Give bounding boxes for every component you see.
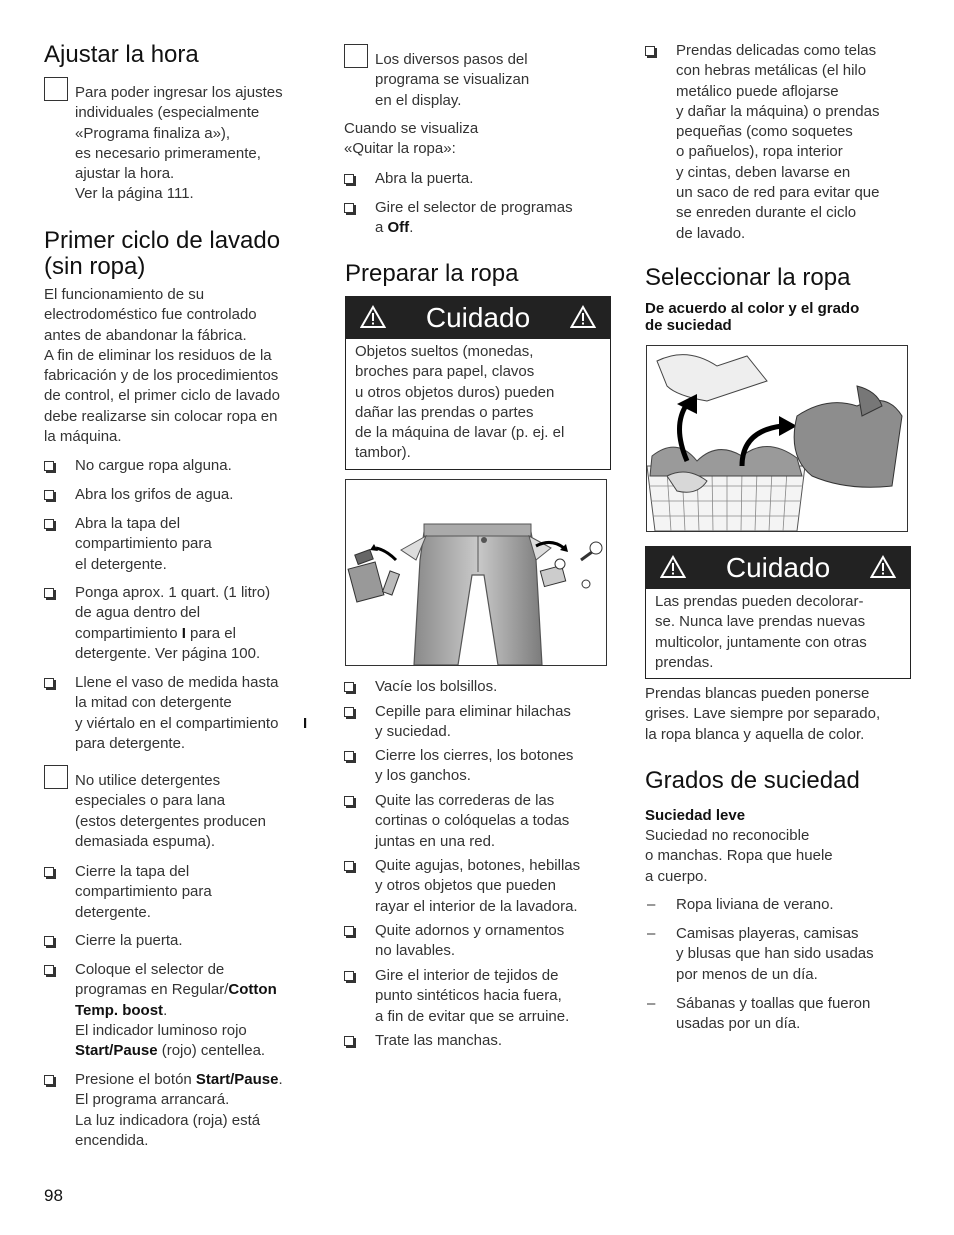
text-span: . [163,1001,168,1019]
checkbox-icon [344,796,354,806]
checkbox-icon [344,751,354,761]
note-detergentes [75,771,266,852]
heading-line: (sin ropa) [44,253,146,280]
checkbox-icon [645,46,655,56]
text-line: a fin de evitar que se arruine. [375,1007,570,1025]
checkbox-icon [44,588,54,598]
list-item [676,994,870,1035]
list-item [375,856,580,917]
button-name: Start/Pause [195,1071,279,1088]
text-line: Gire el selector de programas [375,199,573,216]
dash-bullet: – [647,896,656,913]
text-span: compartimiento [75,624,182,642]
text-line: especiales o para lana [75,792,226,810]
text-line: individuales (especialmente [75,104,260,122]
text-line: Trate las manchas. [375,1032,502,1049]
text-line: Para poder ingresar los ajustes [75,84,283,101]
text-line: «Quitar la ropa»: [344,140,456,158]
warning-icon [660,555,686,579]
checkbox-icon [44,936,54,946]
program-name: Temp. boost [75,1001,164,1019]
heading-primer-ciclo [44,228,280,280]
text-line: detergente. Ver página 100. [75,644,261,662]
leve-text [645,826,833,887]
text-line: el detergente. [75,555,167,573]
dash-bullet: – [647,925,656,942]
text-line: Prendas blancas pueden ponerse [645,685,870,702]
heading-ajustar-hora: Ajustar la hora [44,41,199,68]
checkbox-icon [344,174,354,184]
list-item [75,862,212,923]
checkbox-icon [44,1075,54,1085]
text-line: Llene el vaso de medida hasta [75,674,279,691]
text-line: grises. Lave siempre por separado, [645,705,881,723]
subheading-leve: Suciedad leve [645,807,746,824]
text-line: Vacíe los bolsillos. [375,678,498,695]
list-item [75,673,315,754]
checkbox-icon [344,203,354,213]
list-item: Abra la puerta. [375,170,474,187]
text-span: (rojo) centellea. [157,1042,266,1060]
laundry-sorting-illustration [646,345,908,532]
delicadas-text [676,41,879,244]
laundry-basket-icon [647,346,907,531]
text-line [75,1001,277,1021]
text-line: fabricación y de los procedimientos [44,367,279,385]
checkbox-icon [44,678,54,688]
caution-box-decolorar [645,546,911,679]
text-line: pequeñas (como soquetes [676,123,853,141]
text-line: usadas por un día. [676,1015,801,1033]
caution-header [646,547,910,589]
text-span: para el [185,624,236,642]
text-span: . [409,219,414,237]
text-line: «Programa finaliza a»), [75,124,231,142]
text-line: y suciedad. [375,723,451,741]
text-line: la máquina. [44,428,122,446]
note-box-icon [44,77,68,101]
text-line: rayar el interior de la lavadora. [375,897,578,915]
text-line: Cierre la tapa del [75,863,190,880]
caution-header [346,297,610,339]
text-span: a [375,219,388,237]
subheading-color [645,300,859,334]
text-line: de control, el primer ciclo de lavado [44,387,280,405]
text-line: de la máquina de lavar (p. ej. el [355,424,565,442]
text-line: la ropa blanca y aquella de color. [645,725,865,743]
list-item [375,921,564,962]
warning-icon [870,555,896,579]
text-line: El funcionamiento de su [44,286,205,303]
ajustar-note [75,83,315,205]
text-line: encendida. [75,1131,149,1149]
checkbox-icon [344,971,354,981]
checkbox-icon [44,965,54,975]
checkbox-icon [344,926,354,936]
text-line [75,714,315,734]
text-line: demasiada espuma). [75,832,216,850]
text-line: es necesario primeramente, [75,144,261,162]
text-line: broches para papel, clavos [355,363,535,381]
heading-preparar-ropa: Preparar la ropa [345,260,519,287]
checkbox-icon [44,461,54,471]
text-line: A fin de eliminar los residuos de la [44,346,272,364]
text-line [75,1041,277,1061]
text-line: La luz indicadora (roja) está [75,1111,261,1129]
text-line: Quite adornos y ornamentos [375,922,565,939]
text-span: . [278,1071,283,1088]
checkbox-icon [44,490,54,500]
text-line: y blusas que han sido usadas [676,945,874,963]
text-line [375,218,573,238]
page-number: 98 [44,1186,63,1205]
list-item [375,702,571,743]
note-box-icon [44,765,68,789]
checkbox-icon [44,867,54,877]
text-line: Ponga aprox. 1 quart. (1 litro) [75,584,271,601]
text-line: Gire el interior de tejidos de [375,967,559,984]
text-line: Cuando se visualiza [344,120,479,137]
checkbox-icon [344,707,354,717]
list-item [676,924,874,985]
text-line: para detergente. [75,734,186,752]
text-line: antes de abandonar la fábrica. [44,326,247,344]
heading-line: Primer ciclo de lavado [44,227,281,254]
text-line: detergente. [75,903,151,921]
text-line: Las prendas pueden decolorar- [655,593,864,610]
text-line: (estos detergentes producen [75,812,266,830]
checkbox-icon [344,682,354,692]
text-line: con hebras metálicas (el hilo [676,62,867,80]
text-line: metálico puede aflojarse [676,82,839,100]
text-line: no lavables. [375,942,456,960]
checkbox-icon [344,1036,354,1046]
caution-title: Cuidado [425,302,531,333]
caution-box-objetos [345,296,611,470]
primer-intro [44,285,319,447]
text-line: programa se visualizan [375,71,530,89]
text-line: se enreden durante el ciclo [676,204,857,222]
text-line: Coloque el selector de [75,961,225,978]
text-line: y otros objetos que pueden [375,877,556,895]
list-item [75,960,277,1061]
list-item [375,677,497,697]
text-line: y cintas, deben lavarse en [676,163,851,181]
caution-text [346,339,610,468]
text-line: Prendas delicadas como telas [676,42,877,59]
checkbox-icon [44,519,54,529]
text-line [75,980,277,1000]
warning-icon [360,305,386,329]
text-line: Ropa liviana de verano. [676,896,834,913]
text-line: multicolor, juntamente con otras [655,633,867,651]
text-line: compartimiento para [75,883,212,901]
text-line: Los diversos pasos del [375,51,528,68]
caution-title: Cuidado [725,552,831,583]
text-line: por menos de un día. [676,965,818,983]
list-item [676,895,834,915]
checkbox-icon [344,861,354,871]
text-line: Quite agujas, botones, hebillas [375,857,581,874]
text-line: Objetos sueltos (monedas, [355,343,534,360]
text-line [75,624,270,644]
button-name: Start/Pause [75,1042,158,1060]
text-line: de suciedad [645,317,732,334]
text-line: De acuerdo al color y el grado [645,300,860,317]
text-line: electrodoméstico fue controlado [44,306,257,324]
text-line: El indicador luminoso rojo [75,1021,247,1039]
text-line: a cuerpo. [645,867,708,885]
heading-grados-suciedad: Grados de suciedad [645,767,860,794]
text-line: compartimiento para [75,535,212,553]
text-line: de lavado. [676,224,746,242]
text-line: o pañuelos), ropa interior [676,143,843,161]
text-span: y viértalo en el compartimiento [75,714,279,732]
list-item [75,1070,283,1151]
dash-bullet: – [647,995,656,1012]
text-line: Ver la página 111. [75,185,194,203]
text-line: Suciedad no reconocible [645,827,810,844]
text-line: en el display. [375,91,462,109]
list-item: Abra los grifos de agua. [75,486,234,503]
text-line: Camisas playeras, camisas [676,925,859,942]
text-line: y dañar la máquina) o prendas [676,102,880,120]
text-line: Quite las correderas de las [375,792,555,809]
list-item [375,791,569,852]
program-name: Cotton [228,981,277,999]
text-line: El programa arrancará. [75,1091,230,1109]
text-line: prendas. [655,653,714,671]
pants-icon [346,480,606,665]
list-item [375,966,569,1027]
text-line: tambor). [355,444,411,462]
text-line: dañar las prendas o partes [355,403,534,421]
text-line: No utilice detergentes [75,772,221,789]
program-name: Off [387,219,410,237]
list-item [375,1031,502,1051]
text-line [75,1070,283,1090]
text-line: Cepille para eliminar hilachas [375,703,571,720]
warning-icon [570,305,596,329]
note-box-icon [344,44,368,68]
text-line: de agua dentro del [75,604,201,622]
list-item [375,198,573,239]
pants-pockets-illustration [345,479,607,666]
blancas-text [645,684,880,745]
text-span: programas en Regular/ [75,981,229,999]
heading-seleccionar-ropa: Seleccionar la ropa [645,264,851,291]
text-line: juntas en una red. [375,832,496,850]
text-line: Sábanas y toallas que fueron [676,995,871,1012]
text-line: debe realizarse sin colocar ropa en [44,407,278,425]
text-line: punto sintéticos hacia fuera, [375,987,562,1005]
list-item [75,583,270,664]
text-line: o manchas. Ropa que huele [645,847,833,865]
text-line: Abra la tapa del [75,515,181,532]
text-line: ajustar la hora. [75,165,175,183]
text-line: Cierre los cierres, los botones [375,747,574,764]
cuando-text [344,119,478,160]
text-span: Presione el botón [75,1071,196,1088]
list-item: No cargue ropa alguna. [75,457,232,474]
text-line: la mitad con detergente [75,694,232,712]
text-line: u otros objetos duros) pueden [355,383,555,401]
text-line: y los ganchos. [375,767,471,785]
compartment-symbol: I [303,714,308,732]
text-line: cortinas o colóquelas a todas [375,812,570,830]
note-display [375,50,529,111]
compartment-symbol: I [181,624,186,642]
text-line: se. Nunca lave prendas nuevas [655,613,866,631]
text-line: un saco de red para evitar que [676,184,880,202]
caution-text [646,589,910,677]
list-item [375,746,573,787]
list-item: Cierre la puerta. [75,932,183,949]
list-item [75,514,212,575]
